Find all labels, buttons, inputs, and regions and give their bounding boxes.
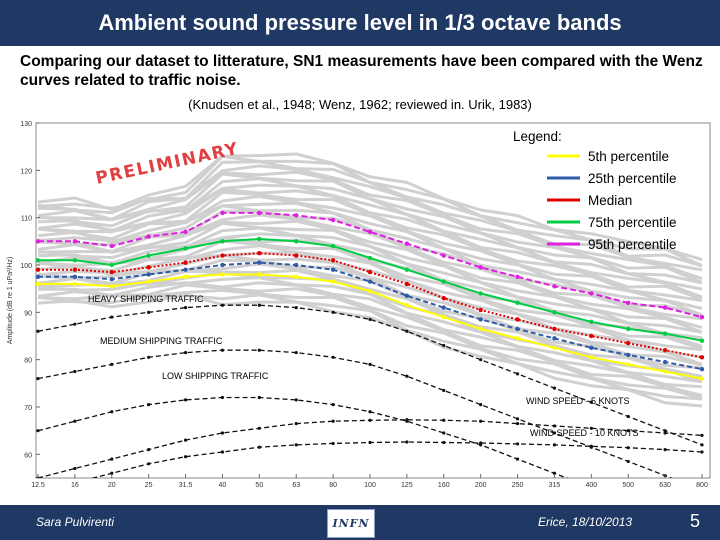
wenz-curve-point bbox=[479, 441, 482, 444]
wenz-curve-point bbox=[258, 446, 261, 449]
wenz-curve-point bbox=[332, 403, 335, 406]
wenz-curve-point bbox=[221, 304, 224, 307]
series-point bbox=[294, 213, 298, 217]
series-point bbox=[220, 239, 224, 243]
y-tick-label: 70 bbox=[24, 405, 32, 412]
series-point bbox=[700, 355, 704, 359]
series-point bbox=[663, 331, 667, 335]
series-point bbox=[552, 346, 556, 350]
wenz-curve-point bbox=[147, 448, 150, 451]
x-tick-label: 80 bbox=[329, 482, 338, 489]
series-point bbox=[552, 327, 556, 331]
series-point bbox=[220, 272, 224, 276]
series-point bbox=[552, 336, 556, 340]
legend-title: Legend: bbox=[513, 129, 562, 144]
wenz-curve-point bbox=[368, 441, 371, 444]
series-point bbox=[257, 260, 261, 264]
series-point bbox=[589, 355, 593, 359]
series-point bbox=[478, 317, 482, 321]
x-tick-label: 100 bbox=[364, 482, 376, 489]
wenz-curve-point bbox=[73, 420, 76, 423]
series-point bbox=[700, 376, 704, 380]
wenz-curve-point bbox=[36, 429, 39, 432]
wenz-curve-point bbox=[553, 443, 556, 446]
wenz-curve-point bbox=[184, 351, 187, 354]
wenz-curve-label: HEAVY SHIPPING TRAFFIC bbox=[88, 294, 204, 304]
x-tick-label: 125 bbox=[401, 482, 413, 489]
series-point bbox=[626, 362, 630, 366]
series-point bbox=[368, 270, 372, 274]
series-point bbox=[663, 369, 667, 373]
series-point bbox=[700, 315, 704, 319]
series-point bbox=[589, 334, 593, 338]
series-point bbox=[552, 310, 556, 314]
y-tick-label: 130 bbox=[20, 121, 32, 128]
series-point bbox=[368, 230, 372, 234]
wenz-curve-point bbox=[553, 386, 556, 389]
series-point bbox=[405, 282, 409, 286]
x-tick-label: 630 bbox=[659, 482, 671, 489]
series-point bbox=[626, 327, 630, 331]
wenz-curve-point bbox=[405, 418, 408, 421]
series-point bbox=[257, 237, 261, 241]
wenz-curve-point bbox=[405, 440, 408, 443]
x-tick-label: 500 bbox=[622, 482, 635, 489]
series-point bbox=[220, 253, 224, 257]
wenz-curve-point bbox=[627, 460, 630, 463]
wenz-curve-point bbox=[479, 358, 482, 361]
series-point bbox=[589, 291, 593, 295]
x-tick-label: 12.5 bbox=[31, 482, 45, 489]
wenz-curve-point bbox=[442, 419, 445, 422]
infn-logo bbox=[327, 509, 375, 538]
wenz-curve-point bbox=[147, 462, 150, 465]
series-point bbox=[183, 260, 187, 264]
series-point bbox=[515, 336, 519, 340]
series-point bbox=[146, 279, 150, 283]
wenz-curve-point bbox=[332, 420, 335, 423]
wenz-curve-point bbox=[627, 415, 630, 418]
wenz-curve-point bbox=[627, 500, 630, 503]
y-tick-label: 110 bbox=[20, 215, 32, 223]
wenz-curve-point bbox=[405, 375, 408, 378]
series-point bbox=[368, 256, 372, 260]
legend-label: 25th percentile bbox=[588, 171, 677, 186]
wenz-curve-point bbox=[664, 448, 667, 451]
series-point bbox=[36, 239, 40, 243]
series-point bbox=[515, 317, 519, 321]
wenz-curve-point bbox=[368, 318, 371, 321]
series-point bbox=[73, 282, 77, 286]
x-tick-label: 315 bbox=[548, 482, 561, 489]
series-point bbox=[405, 242, 409, 246]
series-point bbox=[405, 294, 409, 298]
wenz-curve-point bbox=[516, 442, 519, 445]
footer-bar bbox=[0, 505, 720, 540]
references: (Knudsen et al., 1948; Wenz, 1962; reviewed in. Urik, 1983) bbox=[188, 97, 532, 112]
series-point bbox=[515, 275, 519, 279]
x-tick-label: 40 bbox=[218, 482, 227, 489]
series-point bbox=[368, 289, 372, 293]
x-tick-label: 31.5 bbox=[178, 482, 193, 489]
x-tick-label: 50 bbox=[255, 482, 264, 489]
series-point bbox=[183, 275, 187, 279]
wenz-curve-point bbox=[258, 304, 261, 307]
x-tick-label: 20 bbox=[107, 482, 116, 489]
wenz-curve-point bbox=[590, 445, 593, 448]
x-tick-label: 800 bbox=[696, 482, 708, 489]
series-point bbox=[36, 282, 40, 286]
series-point bbox=[405, 303, 409, 307]
wenz-curve-point bbox=[479, 420, 482, 423]
series-point bbox=[626, 353, 630, 357]
series-point bbox=[183, 268, 187, 272]
series-point bbox=[700, 367, 704, 371]
series-point bbox=[331, 218, 335, 222]
series-point bbox=[663, 348, 667, 352]
series-point bbox=[478, 265, 482, 269]
wenz-curve-point bbox=[700, 450, 703, 453]
series-point bbox=[110, 270, 114, 274]
footer-author: Sara Pulvirenti bbox=[36, 515, 115, 529]
series-point bbox=[331, 279, 335, 283]
wenz-curve-point bbox=[516, 422, 519, 425]
wenz-curve-point bbox=[184, 306, 187, 309]
series-point bbox=[331, 268, 335, 272]
wenz-curve-point bbox=[147, 311, 150, 314]
series-point bbox=[478, 327, 482, 331]
series-point bbox=[146, 234, 150, 238]
wenz-curve-point bbox=[147, 356, 150, 359]
series-point bbox=[626, 341, 630, 345]
wenz-curve-point bbox=[258, 349, 261, 352]
wenz-curve-point bbox=[110, 410, 113, 413]
wenz-curve-label: WIND SPEED - 5 KNOTS bbox=[526, 396, 630, 406]
wenz-curve-point bbox=[516, 417, 519, 420]
wenz-curve-point bbox=[368, 410, 371, 413]
x-tick-label: 63 bbox=[292, 482, 301, 489]
wenz-curve-point bbox=[368, 363, 371, 366]
wenz-curve-point bbox=[295, 351, 298, 354]
series-point bbox=[73, 239, 77, 243]
wenz-curve-point bbox=[332, 356, 335, 359]
series-point bbox=[626, 301, 630, 305]
series-point bbox=[442, 253, 446, 257]
wenz-curve-label: MEDIUM SHIPPING TRAFFIC bbox=[100, 336, 223, 346]
series-point bbox=[589, 320, 593, 324]
wenz-curve-point bbox=[110, 315, 113, 318]
wenz-curve-point bbox=[295, 398, 298, 401]
series-point bbox=[700, 339, 704, 343]
series-point bbox=[515, 327, 519, 331]
wenz-curve-point bbox=[258, 427, 261, 430]
wenz-curve-point bbox=[258, 396, 261, 399]
series-point bbox=[405, 268, 409, 272]
series-point bbox=[331, 258, 335, 262]
series-point bbox=[368, 279, 372, 283]
wenz-curve-point bbox=[295, 306, 298, 309]
series-point bbox=[110, 244, 114, 248]
wenz-curve-point bbox=[516, 372, 519, 375]
wenz-curve-point bbox=[36, 491, 39, 494]
wenz-curve-point bbox=[332, 442, 335, 445]
wenz-curve-point bbox=[295, 443, 298, 446]
series-point bbox=[257, 211, 261, 215]
slide-title-text: Ambient sound pressure level in 1/3 octave bands bbox=[98, 10, 622, 35]
wenz-curve-point bbox=[221, 349, 224, 352]
wenz-curve-point bbox=[221, 450, 224, 453]
series-point bbox=[146, 272, 150, 276]
y-tick-label: 80 bbox=[24, 357, 32, 365]
wenz-curve-point bbox=[73, 370, 76, 373]
legend-label: 5th percentile bbox=[588, 149, 670, 164]
series-point bbox=[331, 244, 335, 248]
y-axis-label: Amplitude (dB re 1 uPa²/Hz) bbox=[7, 256, 14, 345]
wenz-curve-point bbox=[442, 344, 445, 347]
intro-text: Comparing our dataset to litterature, SN1 measurements have been compared with the Wenz curves related to traffic noise. bbox=[20, 53, 703, 89]
series-point bbox=[183, 230, 187, 234]
wenz-curve-point bbox=[442, 389, 445, 392]
wenz-curve-point bbox=[700, 443, 703, 446]
series-point bbox=[515, 301, 519, 305]
wenz-curve-point bbox=[221, 431, 224, 434]
series-point bbox=[442, 315, 446, 319]
series-point bbox=[220, 263, 224, 267]
wenz-curve-point bbox=[442, 431, 445, 434]
wenz-curve-point bbox=[184, 439, 187, 442]
series-point bbox=[294, 263, 298, 267]
y-tick-label: 60 bbox=[24, 452, 32, 460]
series-point bbox=[73, 275, 77, 279]
wenz-curve-point bbox=[295, 422, 298, 425]
wenz-curve-point bbox=[442, 441, 445, 444]
wenz-curve-point bbox=[368, 419, 371, 422]
wenz-curve-point bbox=[221, 396, 224, 399]
series-point bbox=[478, 291, 482, 295]
series-point bbox=[589, 346, 593, 350]
series-point bbox=[663, 360, 667, 364]
series-point bbox=[294, 275, 298, 279]
wenz-curve-point bbox=[110, 457, 113, 460]
wenz-curve-label: LOW SHIPPING TRAFFIC bbox=[162, 371, 269, 381]
wenz-curve-point bbox=[700, 434, 703, 437]
wenz-curve-point bbox=[184, 398, 187, 401]
series-point bbox=[257, 272, 261, 276]
x-tick-label: 160 bbox=[437, 482, 450, 489]
wenz-curve-point bbox=[479, 403, 482, 406]
wenz-curve-point bbox=[405, 330, 408, 333]
series-point bbox=[442, 279, 446, 283]
wenz-curve-point bbox=[36, 330, 39, 333]
series-point bbox=[663, 305, 667, 309]
series-point bbox=[294, 239, 298, 243]
y-tick-label: 120 bbox=[20, 168, 32, 176]
series-point bbox=[220, 211, 224, 215]
page-number: 5 bbox=[690, 511, 701, 531]
series-point bbox=[294, 253, 298, 257]
wenz-curve-point bbox=[516, 457, 519, 460]
wenz-curve-point bbox=[627, 446, 630, 449]
footer-date: Erice, 18/10/2013 bbox=[538, 515, 633, 529]
series-point bbox=[110, 277, 114, 281]
legend-label: 75th percentile bbox=[588, 215, 677, 230]
wenz-curve-point bbox=[73, 323, 76, 326]
series-point bbox=[73, 268, 77, 272]
series-point bbox=[183, 246, 187, 250]
wenz-curve-point bbox=[73, 467, 76, 470]
legend-label: 95th percentile bbox=[588, 237, 677, 252]
wenz-curve-point bbox=[147, 403, 150, 406]
x-tick-label: 400 bbox=[585, 482, 598, 489]
x-tick-label: 250 bbox=[511, 482, 524, 489]
legend-label: Median bbox=[588, 193, 633, 208]
series-point bbox=[478, 308, 482, 312]
series-point bbox=[552, 284, 556, 288]
series-point bbox=[110, 284, 114, 288]
series-point bbox=[146, 265, 150, 269]
infn-logo-text: INFN bbox=[332, 517, 370, 530]
series-point bbox=[36, 258, 40, 262]
preliminary-watermark: PRELIMINARY bbox=[93, 138, 241, 189]
series-point bbox=[442, 296, 446, 300]
series-point bbox=[36, 268, 40, 272]
y-tick-label: 90 bbox=[24, 310, 32, 318]
y-tick-label: 100 bbox=[20, 263, 32, 270]
series-point bbox=[110, 263, 114, 267]
series-point bbox=[146, 253, 150, 257]
wenz-curve-point bbox=[184, 455, 187, 458]
series-point bbox=[442, 305, 446, 309]
wenz-curve-point bbox=[36, 377, 39, 380]
x-tick-label: 16 bbox=[70, 482, 79, 489]
series-point bbox=[73, 258, 77, 262]
x-tick-label: 200 bbox=[474, 482, 487, 489]
wenz-curve-point bbox=[664, 431, 667, 434]
wenz-curve-point bbox=[332, 311, 335, 314]
series-point bbox=[36, 275, 40, 279]
series-point bbox=[257, 251, 261, 255]
wenz-curve-point bbox=[110, 363, 113, 366]
wenz-curve-label: WIND SPEED - 10 KNOTS bbox=[530, 428, 639, 438]
x-tick-label: 25 bbox=[144, 482, 153, 489]
